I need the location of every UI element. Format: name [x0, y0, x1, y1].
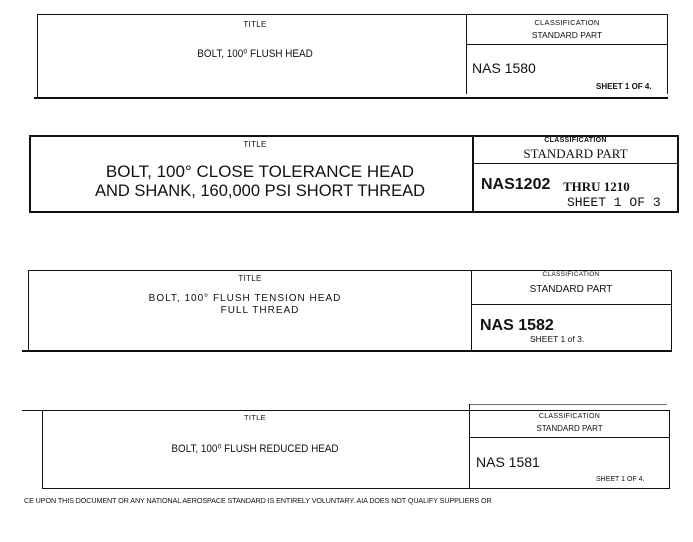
nas-thru: THRU 1210: [563, 179, 630, 194]
sheet-number: SHEET 1 of 3.: [530, 334, 585, 344]
nas-number: NAS 1582: [480, 317, 554, 334]
part-title: BOLT, 100⁰ FLUSH REDUCED HEAD: [171, 443, 339, 455]
title-label: TITLE: [243, 140, 267, 149]
part-title-line-2: AND SHANK, 160,000 PSI SHORT THREAD: [94, 182, 426, 200]
title-label: TITLE: [243, 20, 267, 29]
nas-number: NAS 1581: [476, 454, 540, 470]
classification-value: STANDARD PART: [536, 424, 603, 433]
title-label: TITLE: [238, 274, 262, 283]
classification-value: STANDARD PART: [523, 146, 628, 161]
nas-number: NAS 1580: [472, 60, 536, 76]
classification-label: CLASSIFICATION: [542, 271, 600, 278]
title-label: TITLE: [244, 413, 266, 422]
part-title-line-1: BOLT, 100° FLUSH TENSION HEAD: [148, 293, 342, 304]
part-title-line-1: BOLT, 100° CLOSE TOLERANCE HEAD: [105, 162, 415, 181]
part-title-line-2: FULL THREAD: [220, 305, 300, 316]
sheet-number: SHEET 1 OF 3: [567, 195, 661, 210]
classification-value: STANDARD PART: [531, 30, 603, 40]
footer-disclaimer: CE UPON THIS DOCUMENT OR ANY NATIONAL AEROSPACE STANDARD IS ENTIRELY VOLUNTARY. AIA DOES NOT QUALIFY SUPPLIERS OR: [24, 496, 492, 505]
sheet-number: SHEET 1 OF 4.: [596, 82, 652, 91]
classification-label: CLASSIFICATION: [534, 18, 600, 27]
classification-label: CLASSIFICATION: [544, 137, 607, 144]
sheet-number: SHEET 1 OF 4.: [596, 476, 645, 483]
classification-label: CLASSIFICATION: [538, 413, 601, 420]
part-title: BOLT, 100⁰ FLUSH HEAD: [197, 48, 313, 60]
nas-number: NAS1202: [481, 176, 551, 193]
classification-value: STANDARD PART: [529, 284, 613, 295]
